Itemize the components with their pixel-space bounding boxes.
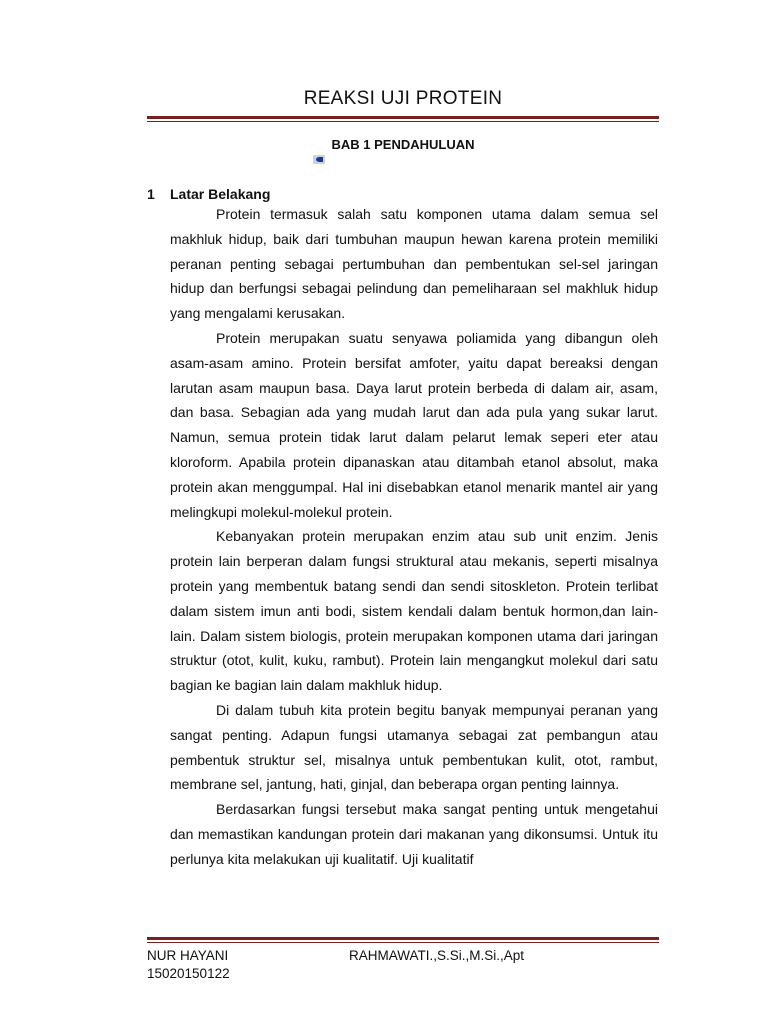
body-text (170, 202, 658, 872)
section-title: Latar Belakang (170, 186, 271, 202)
footer-author (147, 947, 230, 983)
footer-rule (147, 937, 659, 943)
paragraph: Protein termasuk salah satu komponen utama dalam semua sel makhluk hidup, baik dari tumbuhan maupun hewan karena protein memiliki peranan penting sebagai pertumbuhan dan pembentukan sel-sel jaringan hidup dan berfungsi sebagai pelindung dan pemeliharaan sel makhluk hidup yang mengalami kerusakan. (170, 206, 658, 322)
paragraph: Protein merupakan suatu senyawa poliamida yang dibangun oleh asam-asam amino. Protein bersifat amfoter, yaitu dapat bereaksi dengan larutan asam maupun basa. Daya larut protein berbeda di dalam air, asam, dan basa. Sebagian ada yang mudah larut dan ada pula yang sukar larut. Namun, semua protein tidak larut dalam pelarut lemak seperi eter atau kloroform. Apabila protein dipanaskan atau ditambah etanol absolut, maka protein akan menggumpal. Hal ini disebabkan etanol menarik mantel air yang melingkupi molekul-molekul protein. (170, 329, 658, 520)
header-rule (147, 116, 659, 122)
author-name: NUR HAYANI (147, 948, 229, 963)
paragraph: Kebanyakan protein merupakan enzim atau sub unit enzim. Jenis protein lain berperan dalam fungsi struktural atau mekanis, seperti misalnya protein yang membentuk batang sendi dan sendi sitoskleton. Protein terlibat dalam sistem imun anti bodi, sistem kendali dalam bentuk hormon,dan lain-lain. Dalam sistem biologis, protein merupakan komponen utama dari jaringan struktur (otot, kulit, kuku, rambut). Protein lain mengangkut molekul dari satu bagian ke bagian lain dalam makhluk hidup. (170, 528, 658, 694)
footer-supervisor: RAHMAWATI.,S.Si.,M.Si.,Apt (349, 948, 525, 963)
section-number: 1 (147, 186, 155, 202)
chapter-heading: BAB 1 PENDAHULUAN (331, 137, 475, 152)
paragraph: Berdasarkan fungsi tersebut maka sangat penting untuk mengetahui dan memastikan kandungan protein dari makanan yang dikonsumsi. Untuk itu perlunya kita melakukan uji kualitatif. Uji kualitatif (170, 801, 658, 867)
bookmark-icon (313, 155, 325, 164)
author-id: 15020150122 (147, 966, 230, 981)
document-title: REAKSI UJI PROTEIN (303, 88, 503, 109)
paragraph: Di dalam tubuh kita protein begitu banyak mempunyai peranan yang sangat penting. Adapun fungsi utamanya sebagai zat pembangun atau pembentuk struktur sel, misalnya untuk pembentukan kulit, otot, rambut, membrane sel, jantung, hati, ginjal, dan beberapa organ penting lainnya. (170, 701, 658, 793)
